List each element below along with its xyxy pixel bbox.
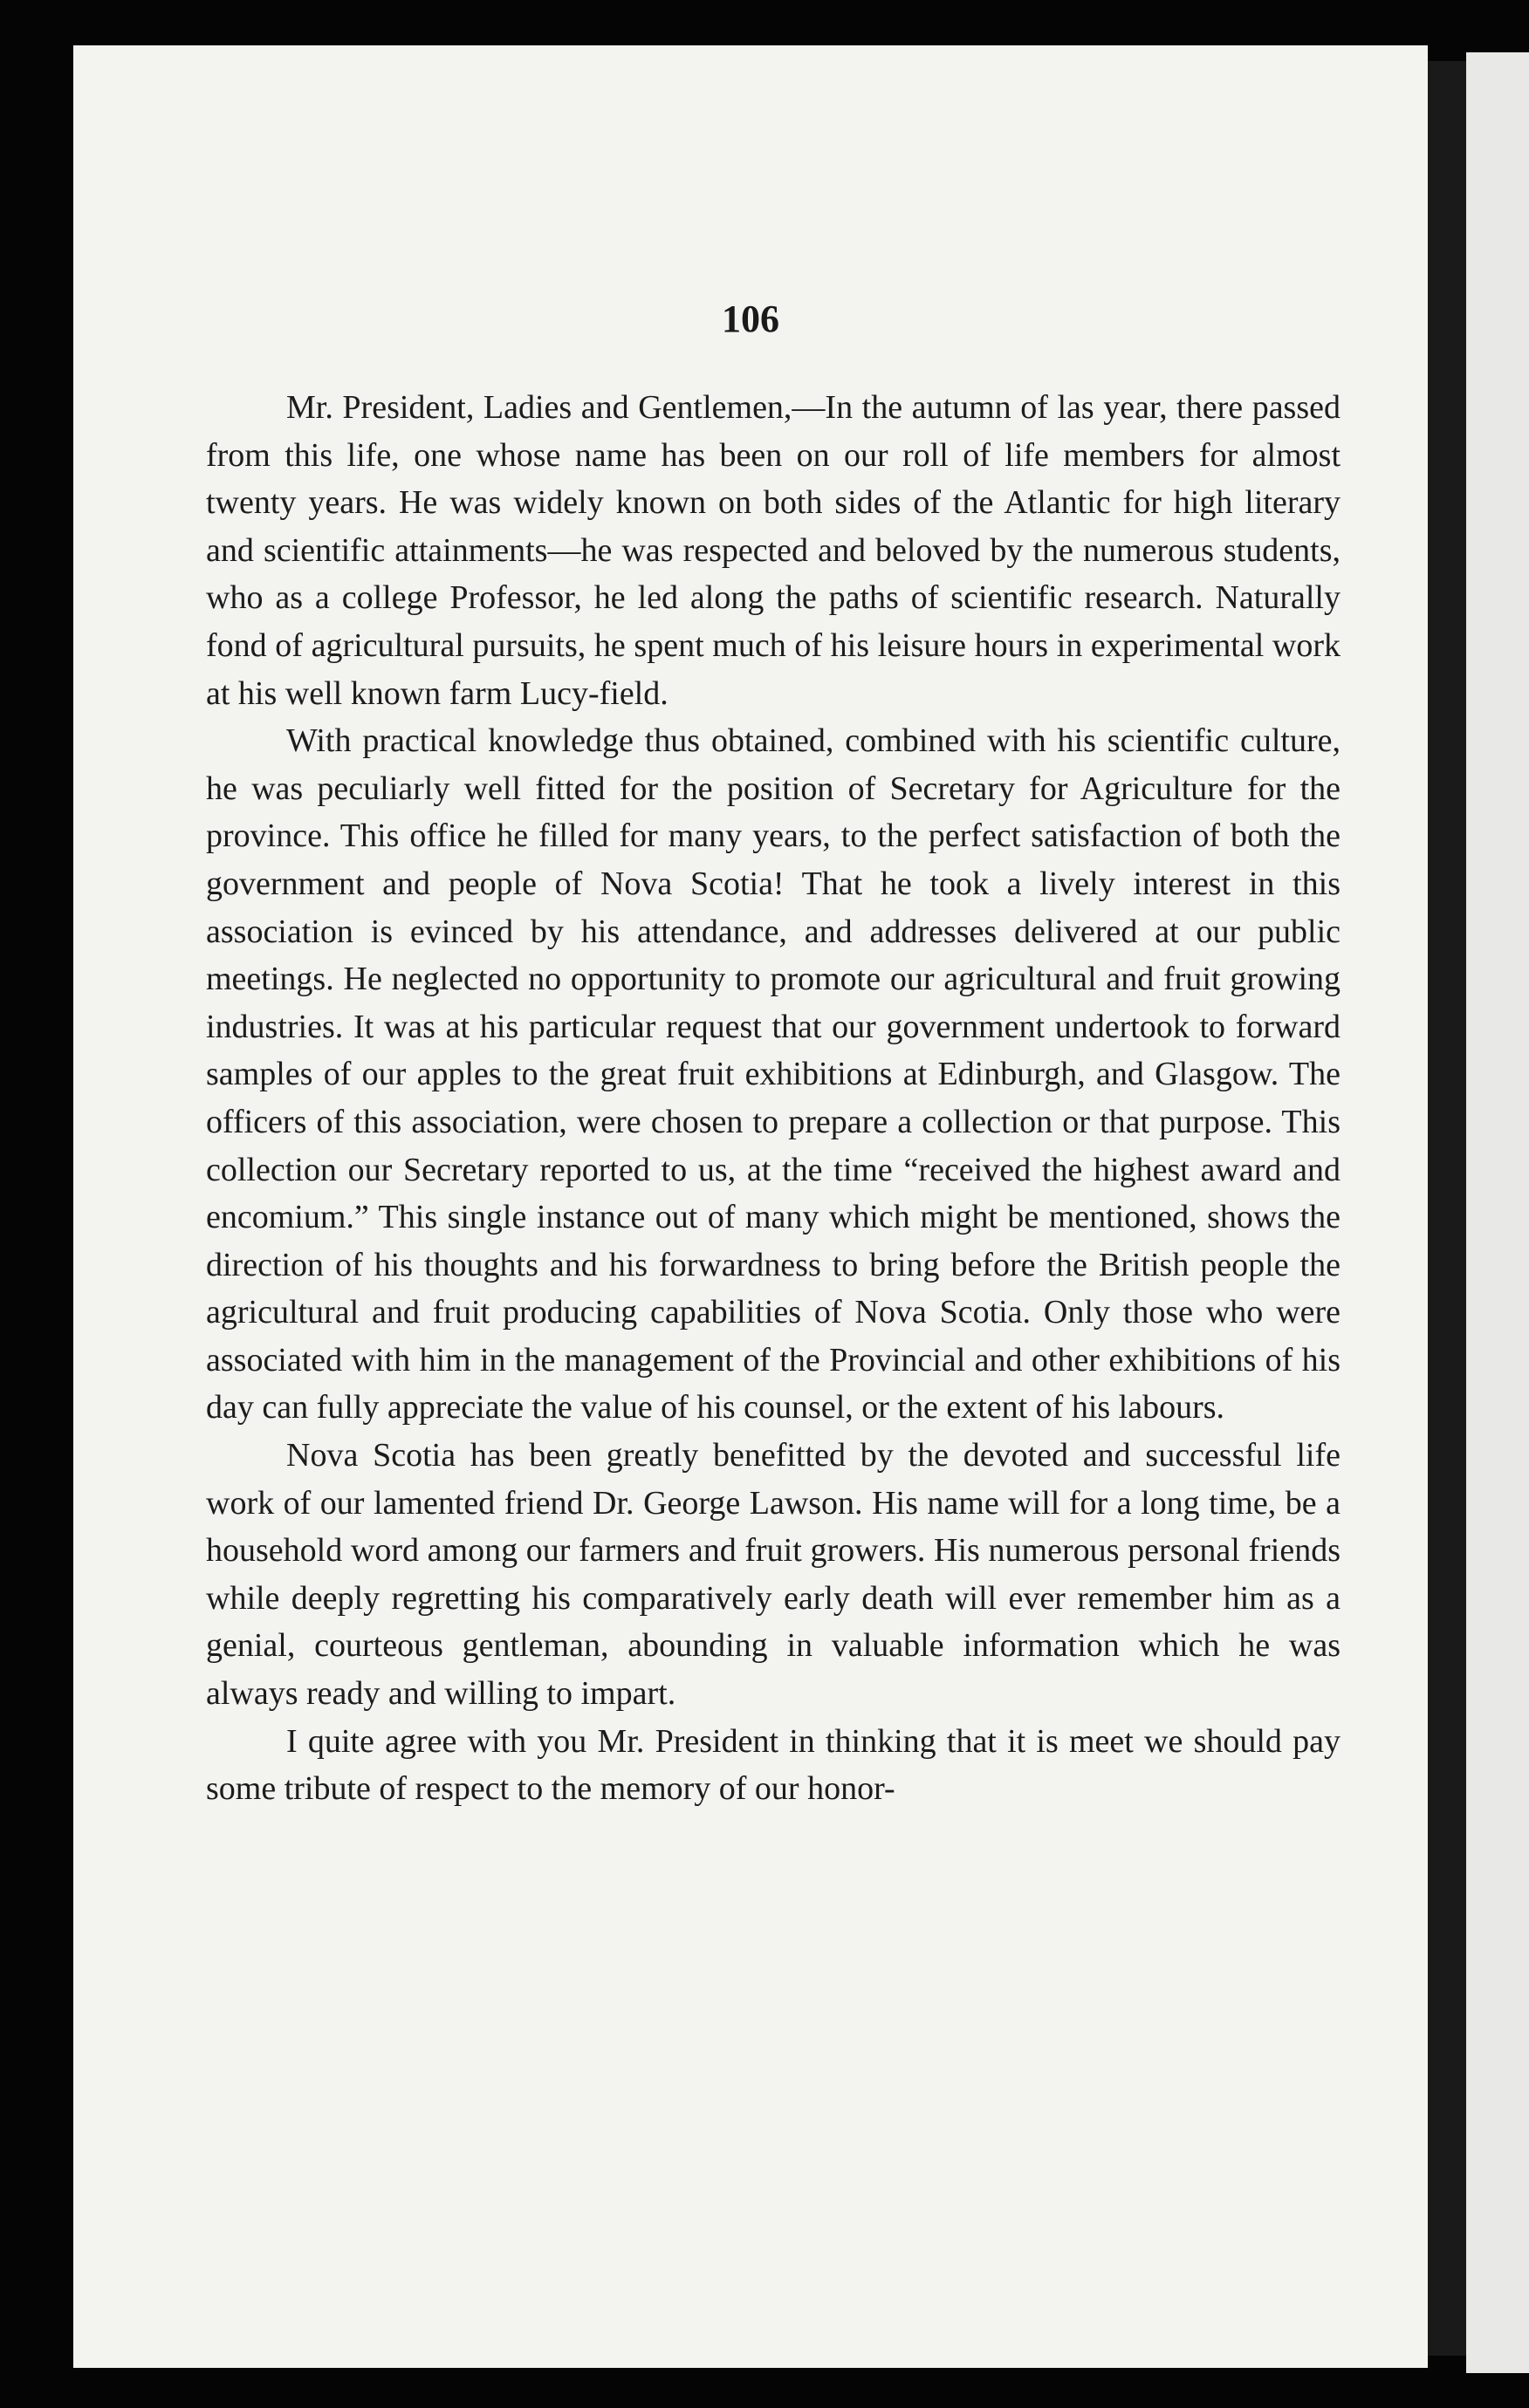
paragraph-4: I quite agree with you Mr. President in thinking that it is meet we should pay some tribute of respect to the memory of our honor- (206, 1722, 1340, 1808)
binding-shadow (1428, 61, 1466, 2356)
page-sheet (73, 45, 1428, 2368)
adjacent-page-edge (1466, 52, 1529, 2373)
paragraph-3: Nova Scotia has been greatly benefitted by the devoted and successful life work of our lamented friend Dr. George Lawson. His name will for a long time, be a household word among our farmers and fruit growers. His numerous personal friends while deeply regretting his comparatively early death will ever remember him as a genial, courteous gentleman, abounding in valuable information which he was always ready and willing to impart. (206, 1437, 1340, 1713)
page-number: 106 (722, 298, 779, 340)
body-text (206, 384, 1340, 1813)
paragraph-2: With practical knowledge thus obtained, combined with his scientific culture, he was peculiarly well fitted for the position of Secretary for Agriculture for the province. This office he filled for many years, to the perfect satisfaction of both the government and people of Nova Scotia! That he took a lively interest in this association is evinced by his attendance, and addresses delivered at our public meetings. He neglected no opportunity to promote our agricultural and fruit growing industries. It was at his particular request that our government undertook to forward samples of our apples to the great fruit exhibitions at Edinburgh, and Glasgow. The officers of this association, were chosen to prepare a collection or that purpose. This collection our Secretary reported to us, at the time “received the highest award and encomium.” This single instance out of many which might be mentioned, shows the direction of his thoughts and his forwardness to bring before the British people the agricultural and fruit producing capabilities of Nova Scotia. Only those who were associated with him in the management of the Provincial and other exhibitions of his day can fully appreciate the value of his counsel, or the extent of his labours. (206, 722, 1340, 1426)
paragraph-1: Mr. President, Ladies and Gentlemen,—In the autumn of las year, there passed from this life, one whose name has been on our roll of life members for almost twenty years. He was widely known on both sides of the Atlantic for high literary and scientific attainments—he was respected and beloved by the numerous students, who as a college Professor, he led along the paths of scientific research. Naturally fond of agricultural pursuits, he spent much of his leisure hours in experimental work at his well known farm Lucy-field. (206, 389, 1340, 712)
